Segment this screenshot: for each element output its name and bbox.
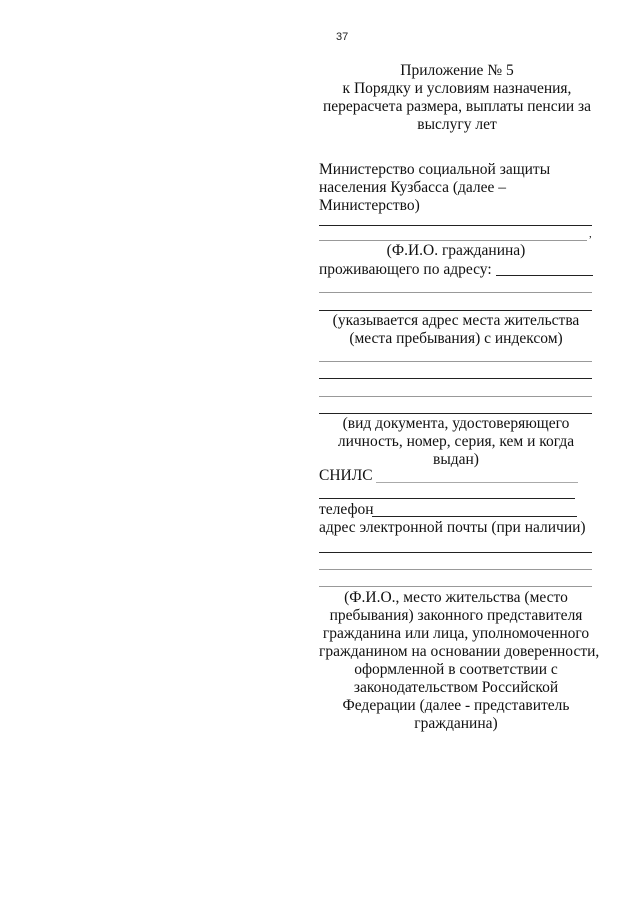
phone-field-line[interactable] bbox=[372, 516, 577, 517]
residence-label: проживающего по адресу: bbox=[319, 261, 492, 278]
fio-caption: (Ф.И.О. гражданина) bbox=[386, 242, 526, 259]
document-caption-line: выдан) bbox=[433, 451, 479, 468]
document-caption-line: личность, номер, серия, кем и когда bbox=[337, 433, 575, 450]
representative-caption-line: гражданина) bbox=[414, 715, 498, 732]
document-caption-line: (вид документа, удостоверяющего bbox=[342, 415, 570, 432]
representative-caption-line: Федерации (далее - представитель bbox=[342, 697, 570, 714]
appendix-subtitle-line: перерасчета размера, выплаты пенсии за bbox=[322, 98, 592, 115]
address-caption-line: (места пребывания) с индексом) bbox=[349, 330, 563, 347]
phone-label: телефон bbox=[319, 501, 374, 518]
representative-caption-line: оформленной в соответствии с bbox=[354, 661, 558, 678]
comma-mark: , bbox=[589, 228, 592, 240]
address-caption-line: (указывается адрес места жительства bbox=[332, 312, 580, 329]
representative-caption-line: гражданина или лица, уполномоченного bbox=[322, 625, 590, 642]
document-field-line[interactable] bbox=[319, 378, 592, 379]
snils-field-line[interactable] bbox=[376, 482, 578, 483]
appendix-header bbox=[318, 62, 596, 134]
representative-caption-line: пребывания) законного представителя bbox=[329, 607, 583, 624]
representative-caption bbox=[319, 589, 600, 733]
document-caption bbox=[319, 415, 593, 469]
address-field-line[interactable] bbox=[319, 292, 592, 293]
address-caption bbox=[319, 312, 593, 348]
appendix-subtitle-line: к Порядку и условиям назначения, bbox=[342, 80, 572, 97]
appendix-subtitle-line: выслугу лет bbox=[417, 116, 497, 133]
document-field-line[interactable] bbox=[319, 361, 592, 362]
addressee-block bbox=[319, 161, 593, 215]
representative-field-line[interactable] bbox=[319, 569, 592, 570]
snils-extra-line[interactable] bbox=[319, 498, 575, 499]
appendix-title: Приложение № 5 bbox=[400, 62, 514, 79]
document-field-line[interactable] bbox=[319, 396, 592, 397]
snils-label: СНИЛС bbox=[319, 467, 373, 484]
representative-caption-line: законодательством Российской bbox=[353, 679, 559, 696]
fio-field-line[interactable] bbox=[319, 225, 592, 226]
page-number: 37 bbox=[336, 31, 349, 43]
address-field-line[interactable] bbox=[319, 310, 592, 311]
addressee-line: Министерство социальной защиты bbox=[319, 161, 551, 178]
representative-field-line[interactable] bbox=[319, 586, 592, 587]
document-field-line[interactable] bbox=[319, 413, 592, 414]
addressee-line: населения Кузбасса (далее – bbox=[319, 179, 507, 196]
representative-caption-line: гражданином на основании доверенности, bbox=[319, 643, 600, 660]
email-field-line[interactable] bbox=[319, 552, 592, 553]
addressee-line: Министерство) bbox=[319, 197, 420, 214]
email-label: адрес электронной почты (при наличии) bbox=[319, 519, 586, 536]
fio-field-line[interactable] bbox=[319, 240, 587, 241]
representative-caption-line: (Ф.И.О., место жительства (место bbox=[344, 589, 568, 606]
residence-field-line[interactable] bbox=[496, 275, 593, 276]
